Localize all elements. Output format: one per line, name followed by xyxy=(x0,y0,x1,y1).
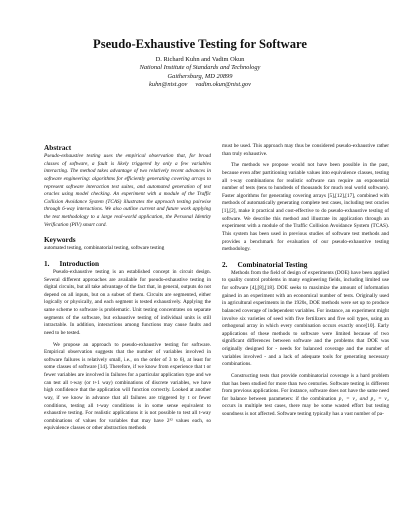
author-location: Gaithersburg, MD 20899 xyxy=(167,72,233,80)
intro-continuation: must be used. This approach may thus be considered pseudo-exhaustive rather than truly exhaustive. xyxy=(222,143,389,157)
intro-paragraph-3: The methods we propose would not have been possible in the past, because even after partitioning variable values into equivalence classes, testing all t-way combinations for realistic software can require an exponential number of tests (tens to hundreds of thousands for much real world software). Faster algorithms for generating covering arrays [5],[12],[17], combined with methods of automatically generating complete test cases, including test oracles [1],[2], make it practical and cost-effective to do pseudo-exhaustive testing of software. We describe this method and illustrate its application through an experiment with a module of the Traffic Collision Avoidance System (TCAS). This system has been used in previous studies of software test methods and provides a benchmark for evaluation of our pseudo-exhaustive testing methodology. xyxy=(222,162,389,253)
author-names: D. Richard Kuhn and Vadim Okun xyxy=(155,56,245,63)
section-2-title: Combinatorial Testing xyxy=(237,259,308,269)
section-2-number: 2. xyxy=(222,259,228,269)
author-block xyxy=(0,56,400,90)
combinatorial-paragraph-2a: Constructing tests that provide combinatorial coverage is a hard problem that has been studied for more than two centuries. Software testing is different from previous applications. For instance, software does not have the same need for balance between parameters: if the combination xyxy=(222,372,389,402)
paper-title: Pseudo-Exhaustive Testing for Software xyxy=(93,37,307,51)
combinatorial-paragraph-1: Methods from the field of design of experiments (DOE) have been applied to quality control problems in many engineering fields, including limited use for software [4],[8],[18]. DOE seeks to maximize the amount of information gained in an experiment with an economical number of tests. Originally used in agricultural experiments in the 1920s, DOE methods were set up to produce balanced coverage of independent variables. For instance, an experiment might involve six varieties of seed with five fertilizers and five soil types, using an orthogonal array in which every combination occurs exactly once[10]. Early applications of these methods to software were limited because of two significant differences between software and the problems that DOE was originally designed for - needs for balanced coverage and the number of variables involved - and a lack of adequate tools for generating necessary combinations. xyxy=(222,269,389,368)
abstract-heading: Abstract xyxy=(44,143,72,152)
abstract-body: Pseudo-exhaustive testing uses the empirical observation that, for broad classes of software, a fault is likely triggered by only a few variables interacting. The method takes advantage of two relatively recent advances in software engineering: algorithms for efficiently generating covering arrays to represent software interaction test suites, and automated generation of test oracles using model checking. An experiment with a module of the Traffic Collision Avoidance System (TCAS) illustrates the approach testing pairwise through 6-way interactions. We also outline current and future work applying the test methodology to a large real-world application, the Personal Identity Verification (PIV) smart card. xyxy=(44,153,211,228)
combinatorial-paragraph-2 xyxy=(222,373,389,419)
keywords-body: automated testing, combinatorial testing, software testing xyxy=(44,245,165,252)
right-column xyxy=(222,143,389,419)
author-emails: kuhn@nist.gov vadim.okun@nist.gov xyxy=(149,81,251,89)
section-1-heading xyxy=(44,259,211,269)
author-institution: National Institute of Standards and Technology xyxy=(139,64,261,72)
intro-paragraph-1: Pseudo-exhaustive testing is an established concept in circuit design. Several different approaches are available for pseudo-exhaustive testing in digital circuits, but all take advantage of the fact that, in general, outputs do not depend on all inputs, but on a subset of them. Circuits are segmented, either logically or physically, and each segment is tested exhaustively. Applying the same scheme to software is problematic. Unit testing concentrates on separate segments of the software, but exhaustive testing of individual units is still intractable. In addition, interactions among functions may cause faults and need to be tested. xyxy=(44,268,211,336)
section-2-heading xyxy=(222,260,389,270)
section-1-title: Introduction xyxy=(59,258,100,268)
combinatorial-paragraph-2b: occurs in multiple test cases, there may be some wasted effort but testing soundness is not affected. Software testing typically has a vast number of pa- xyxy=(222,403,389,417)
section-1-number: 1. xyxy=(44,258,50,268)
parameter-combination-formula: p₁ = v₁ and p₂ = v₂ xyxy=(338,395,389,402)
left-column xyxy=(44,143,211,433)
intro-paragraph-2: We propose an approach to pseudo-exhaustive testing for software. Empirical observation suggests that the number of variables involved in software failures is relatively small, i.e., on the order of 3 to 6), at least for some classes of software [14]. Therefore, if we know from experience that t or fewer variables are involved in failures for a particular application type and we can test all t-way (or t+1 way) combinations of discrete variables, we have high confidence that the application will function correctly. Looked at another way, if we know in advance that all failures are triggered by t or fewer conditions, testing all t-way conditions is in some sense equivalent to exhaustive testing. For realistic applications it is not possible to test all t-way combinations of values for variables that may have 2³² values each, so equivalence classes or other abstraction methods xyxy=(44,341,211,432)
keywords-heading: Keywords xyxy=(44,235,76,245)
